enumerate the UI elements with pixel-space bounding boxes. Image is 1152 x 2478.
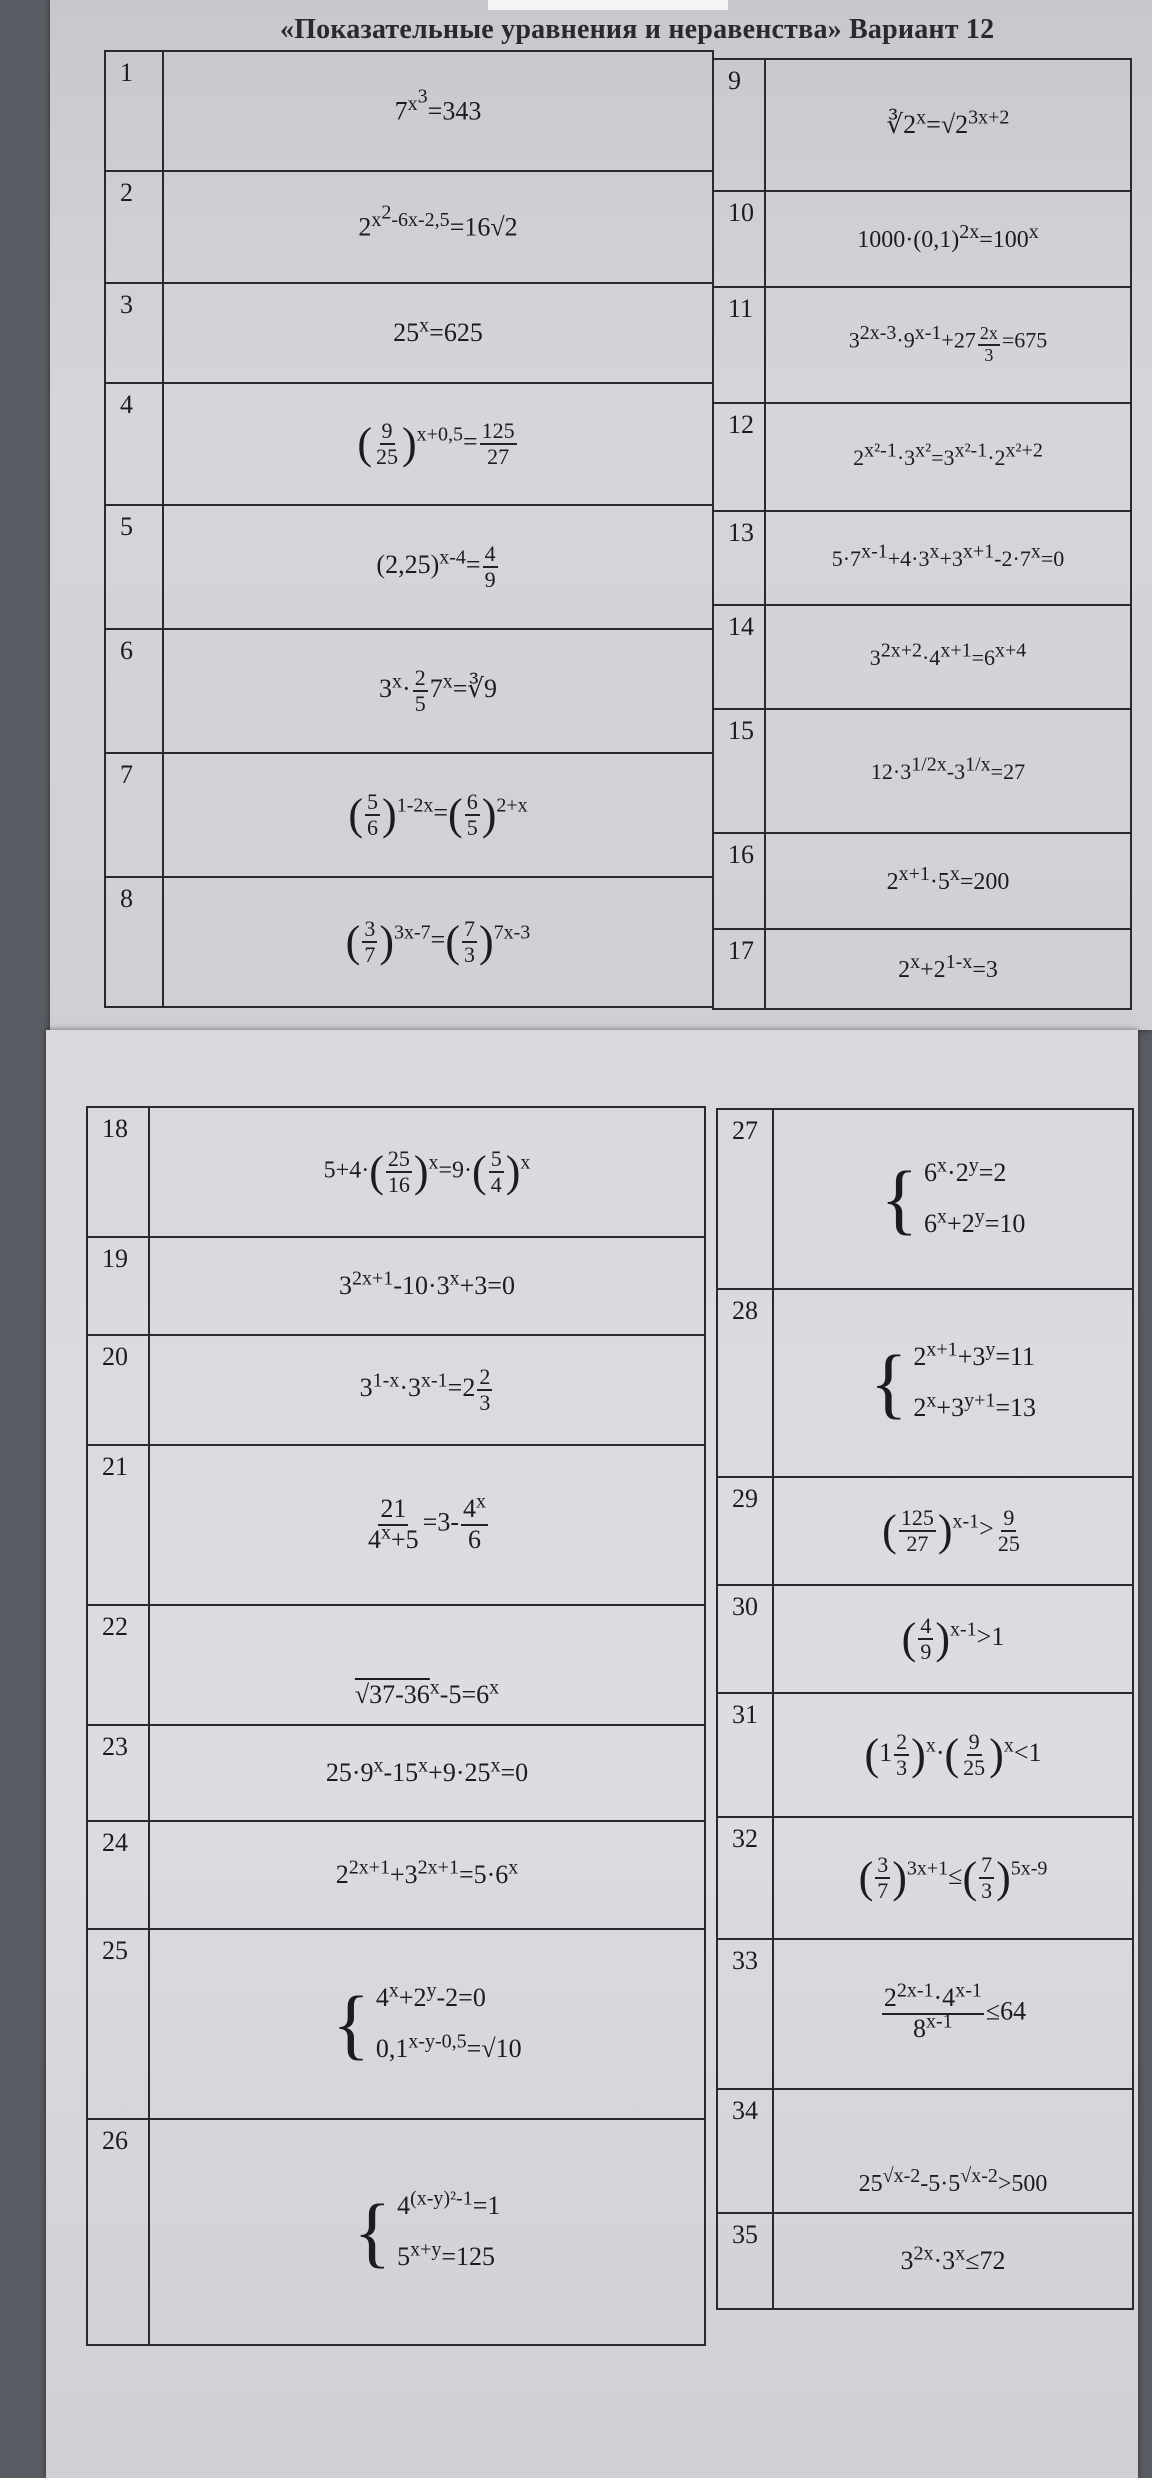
row-number: 29	[717, 1477, 773, 1585]
equation-21: $\frac{21}{4^x+5}$ =3- $\frac{4^x}{6}$	[149, 1445, 705, 1605]
row-number: 21	[87, 1445, 149, 1605]
row-number: 5	[105, 505, 163, 629]
row-number: 9	[713, 59, 765, 191]
paper-tab	[488, 0, 728, 10]
equation-32: ( $\frac{3}{7}$ )$^{3x+1}$≤( $\frac{7}{3}$ )$^{5x-9}$	[773, 1817, 1133, 1939]
equation-22: $√37-36^x-5=6^x$	[149, 1605, 705, 1725]
system-brace: {	[353, 2188, 392, 2275]
row-number: 32	[717, 1817, 773, 1939]
system-brace: {	[332, 1980, 370, 2067]
equation-9: $∛2^x=√2^{3x+2}$	[765, 59, 1131, 191]
row-number: 2	[105, 171, 163, 283]
equation-16: $2^{x+1}\cdot 5^x=200$	[765, 833, 1131, 929]
row-number: 25	[87, 1929, 149, 2119]
row-number: 24	[87, 1821, 149, 1929]
equation-34: $25^{√x-2}-5\cdot 5^{√x-2}>500$	[773, 2089, 1133, 2213]
row-number: 34	[717, 2089, 773, 2213]
row-number: 18	[87, 1107, 149, 1237]
equation-18: 5+4·( $\frac{25}{16}$ )$^x$=9·( $\frac{5}{4}$ )$^x$	[149, 1107, 705, 1237]
row-number: 30	[717, 1585, 773, 1693]
row-number: 7	[105, 753, 163, 877]
system-brace: {	[869, 1339, 908, 1426]
equation-4: ( $\frac{9}{25}$ )$^{x+0,5}$= $\frac{125}{27}$	[163, 383, 713, 505]
system-brace: {	[880, 1155, 919, 1242]
equation-14: $3^{2x+2}\cdot 4^{x+1}=6^{x+4}$	[765, 605, 1131, 709]
row-number: 31	[717, 1693, 773, 1817]
equation-17: $2^x+2^{1-x}=3$	[765, 929, 1131, 1009]
equation-8: ( $\frac{3}{7}$ )$^{3x-7}$=( $\frac{7}{3}$ )$^{7x-3}$	[163, 877, 713, 1007]
equation-19: $3^{2x+1}-10\cdot 3^x+3=0$	[149, 1237, 705, 1335]
row-number: 6	[105, 629, 163, 753]
equation-12: $2^{x^2-1}\cdot 3^{x^2}=3^{x^2-1}\cdot 2^{x^2+2}$	[765, 403, 1131, 511]
equation-31: (1 $\frac{2}{3}$ )$^x$·( $\frac{9}{25}$ )$^x$<1	[773, 1693, 1133, 1817]
row-number: 8	[105, 877, 163, 1007]
row-number: 14	[713, 605, 765, 709]
row-number: 1	[105, 51, 163, 171]
row-number: 16	[713, 833, 765, 929]
row-number: 22	[87, 1605, 149, 1725]
equation-11: $3^{2x-3}\cdot 9^{x-1}+27$ $\frac{2x}{3}$ =675	[765, 287, 1131, 403]
equation-26: { $4^{(x-y)^2-1}=1$ $5^{x+y}=125$	[149, 2119, 705, 2345]
equation-27: { $6^x\cdot 2^y=2$ $6^x+2^y=10$	[773, 1109, 1133, 1289]
row-number: 20	[87, 1335, 149, 1445]
equation-30: ( $\frac{4}{9}$ )$^{x-1}$>1	[773, 1585, 1133, 1693]
equation-25: { $4^x+2^y-2=0$ $0,1^{x-y-0,5}=√10$	[149, 1929, 705, 2119]
row-number: 12	[713, 403, 765, 511]
equation-24: $2^{2x+1}+3^{2x+1}=5\cdot 6^x$	[149, 1821, 705, 1929]
row-number: 15	[713, 709, 765, 833]
row-number: 28	[717, 1289, 773, 1477]
equation-35: $3^{2x}\cdot 3^x\le 72$	[773, 2213, 1133, 2309]
equation-10: $1000\cdot(0,1)^{2x}=100^x$	[765, 191, 1131, 287]
equation-33: $\frac{2^{2x-1}\cdot 4^{x-1}}{8^{x-1}}$ ≤64	[773, 1939, 1133, 2089]
row-number: 17	[713, 929, 765, 1009]
equation-6: $3^x\cdot$ $\frac{2}{5}$ $7^x=∛9$	[163, 629, 713, 753]
equation-1: $7^{x^3}=343$	[163, 51, 713, 171]
row-number: 3	[105, 283, 163, 383]
row-number: 10	[713, 191, 765, 287]
equation-3: $25^x=625$	[163, 283, 713, 383]
table-27-35	[716, 1108, 1134, 2310]
equation-5: $(2,25)^{x-4}=$ $\frac{4}{9}$	[163, 505, 713, 629]
table-9-17	[712, 58, 1132, 1010]
row-number: 23	[87, 1725, 149, 1821]
row-number: 35	[717, 2213, 773, 2309]
equation-28: { $2^{x+1}+3^y=11$ $2^x+3^{y+1}=13$	[773, 1289, 1133, 1477]
row-number: 4	[105, 383, 163, 505]
equation-15: $12\cdot 3^{1/2x}-3^{1/x}=27$	[765, 709, 1131, 833]
equation-2: $2^{x^2-6x-2,5}=16√2$	[163, 171, 713, 283]
equation-7: ( $\frac{5}{6}$ )$^{1-2x}$=( $\frac{6}{5}$ )$^{2+x}$	[163, 753, 713, 877]
equation-29: ( $\frac{125}{27}$ )$^{x-1}$> $\frac{9}{25}$	[773, 1477, 1133, 1585]
row-number: 11	[713, 287, 765, 403]
equation-23: $25\cdot 9^x-15^x+9\cdot 25^x=0$	[149, 1725, 705, 1821]
equation-20: $3^{1-x}\cdot 3^{x-1}=2$ $\frac{2}{3}$	[149, 1335, 705, 1445]
page-title: «Показательные уравнения и неравенства» Вариант 12	[280, 14, 995, 45]
row-number: 27	[717, 1109, 773, 1289]
row-number: 33	[717, 1939, 773, 2089]
row-number: 26	[87, 2119, 149, 2345]
table-18-26	[86, 1106, 706, 2346]
equation-13: $5\cdot 7^{x-1}+4\cdot 3^x+3^{x+1}-2\cdot 7^x=0$	[765, 511, 1131, 605]
table-1-8	[104, 50, 714, 1008]
row-number: 19	[87, 1237, 149, 1335]
row-number: 13	[713, 511, 765, 605]
